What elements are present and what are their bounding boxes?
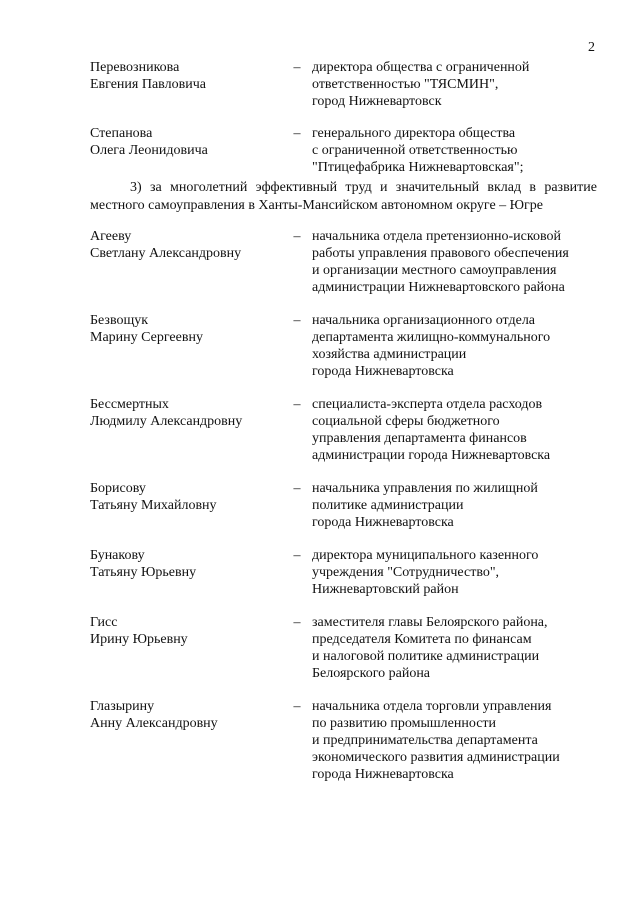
position-line: генерального директора общества [312, 126, 516, 141]
position-text [312, 312, 602, 380]
given-names: Ирину Юрьевну [90, 632, 188, 647]
position-line: департамента жилищно-коммунального [312, 330, 551, 345]
surname: Агееву [90, 229, 132, 244]
given-names: Татьяну Юрьевну [90, 565, 197, 580]
surname: Бессмертных [90, 397, 169, 412]
person-name [90, 312, 285, 346]
person-name [90, 480, 285, 514]
position-text [312, 59, 602, 110]
person-name [90, 698, 285, 732]
given-names: Татьяну Михайловну [90, 498, 217, 513]
position-text [312, 396, 602, 464]
dash-separator: – [293, 313, 301, 328]
position-line: ответственностью "ТЯСМИН", [312, 77, 499, 92]
position-line: города Нижневартовска [312, 767, 454, 782]
surname: Гисс [90, 615, 118, 630]
person-name [90, 614, 285, 648]
person-name [90, 125, 285, 159]
surname: Глазырину [90, 699, 155, 714]
position-line: социальной сферы бюджетного [312, 414, 500, 429]
position-text [312, 698, 602, 783]
position-line: города Нижневартовска [312, 364, 454, 379]
position-line: хозяйства администрации [312, 347, 467, 362]
dash-separator: – [293, 699, 301, 714]
surname: Борисову [90, 481, 146, 496]
surname: Степанова [90, 126, 153, 141]
surname: Перевозникова [90, 60, 180, 75]
position-line: начальника отдела претензионно-исковой [312, 229, 561, 244]
person-name [90, 547, 285, 581]
section-header-paragraph: 3) за многолетний эффективный труд и значительный вклад в развитие местного самоуправления в Ханты-Мансийском автономном округе – Югре [90, 180, 597, 213]
surname: Бунакову [90, 548, 145, 563]
given-names: Марину Сергеевну [90, 330, 203, 345]
position-line: политике администрации [312, 498, 464, 513]
position-line: работы управления правового обеспечения [312, 246, 569, 261]
position-line: город Нижневартовск [312, 94, 442, 109]
surname: Безвощук [90, 313, 149, 328]
dash-separator: – [293, 397, 301, 412]
position-line: управления департамента финансов [312, 431, 527, 446]
position-text [312, 547, 602, 598]
position-line: и налоговой политике администрации [312, 649, 540, 664]
position-line: с ограниченной ответственностью [312, 143, 518, 158]
given-names: Анну Александровну [90, 716, 218, 731]
dash-separator: – [293, 229, 301, 244]
person-name [90, 228, 285, 262]
position-line: и предпринимательства департамента [312, 733, 538, 748]
person-name [90, 396, 285, 430]
position-line: Белоярского района [312, 666, 431, 681]
position-line: экономического развития администрации [312, 750, 560, 765]
given-names: Людмилу Александровну [90, 414, 243, 429]
position-line: председателя Комитета по финансам [312, 632, 532, 647]
position-line: начальника отдела торговли управления [312, 699, 552, 714]
position-line: директора муниципального казенного [312, 548, 539, 563]
given-names: Евгения Павловича [90, 77, 206, 92]
position-line: учреждения "Сотрудничество", [312, 565, 500, 580]
position-line: директора общества с ограниченной [312, 60, 530, 75]
dash-separator: – [293, 481, 301, 496]
position-line: администрации Нижневартовского района [312, 280, 565, 295]
given-names: Олега Леонидовича [90, 143, 208, 158]
position-line: по развитию промышленности [312, 716, 497, 731]
dash-separator: – [293, 615, 301, 630]
person-name [90, 59, 285, 93]
dash-separator: – [293, 548, 301, 563]
dash-separator: – [293, 126, 301, 141]
position-line: администрации города Нижневартовска [312, 448, 551, 463]
position-line: заместителя главы Белоярского района, [312, 615, 548, 630]
position-text [312, 480, 602, 531]
position-text [312, 614, 602, 682]
position-text [312, 125, 602, 176]
position-line: города Нижневартовска [312, 515, 454, 530]
position-line: "Птицефабрика Нижневартовская"; [312, 160, 524, 175]
position-line: начальника управления по жилищной [312, 481, 538, 496]
given-names: Светлану Александровну [90, 246, 242, 261]
position-line: специалиста-эксперта отдела расходов [312, 397, 543, 412]
dash-separator: – [293, 60, 301, 75]
position-line: Нижневартовский район [312, 582, 459, 597]
position-line: и организации местного самоуправления [312, 263, 557, 278]
position-line: начальника организационного отдела [312, 313, 536, 328]
page-number: 2 [588, 40, 595, 55]
position-text [312, 228, 602, 296]
